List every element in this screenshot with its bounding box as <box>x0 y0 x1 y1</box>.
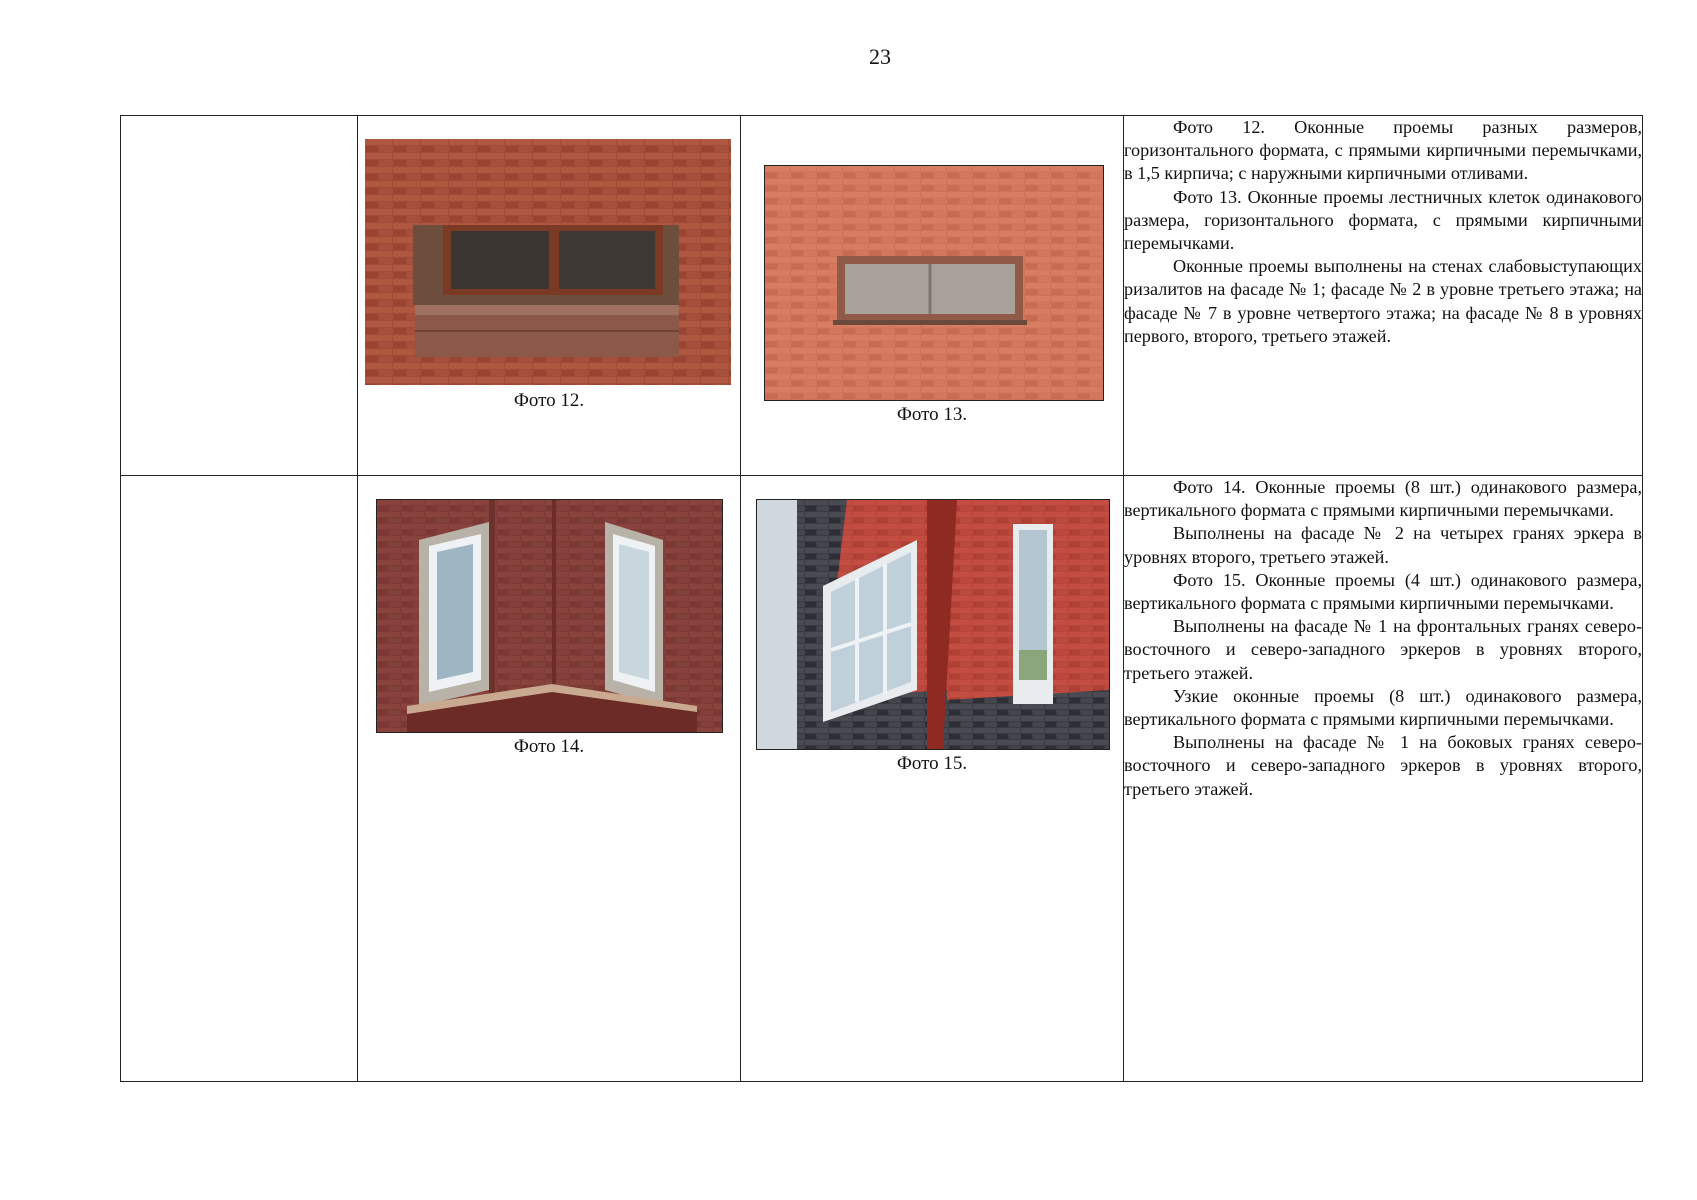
bay-window-openings-photo <box>376 499 723 733</box>
empty-cell <box>121 116 358 476</box>
facade-description-table <box>120 115 1643 1082</box>
description-cell <box>1124 116 1643 476</box>
photo-caption: Фото 14. <box>513 736 585 757</box>
corner-bay-windows-photo <box>756 499 1110 750</box>
description-paragraph: Фото 12. Оконные проемы разных размеров, горизонтального формата, с прямыми кирпичными перемычками, в 1,5 кирпича; с наружными кирпичными отливами. <box>1124 117 1642 184</box>
description-paragraph: Фото 14. Оконные проемы (8 шт.) одинакового размера, вертикального формата с прямыми кирпичными перемычками. <box>1124 477 1642 521</box>
table-row <box>121 116 1643 476</box>
description-paragraph: Оконные проемы выполнены на стенах слабовыступающих ризалитов на фасаде № 1; фасаде № 2 в уровне третьего этажа; на фасаде № 7 в уровне четвертого этажа; на фасаде № 8 в уровнях первого, второго, третьего этажей. <box>1124 256 1642 346</box>
photo-cell-12 <box>358 116 741 476</box>
table-row <box>121 476 1643 1082</box>
description-paragraph: Выполнены на фасаде № 1 на боковых гранях северо-восточного и северо-западного эркеров в уровнях второго, третьего этажей. <box>1124 732 1642 799</box>
window-opening-with-brick-sill-photo <box>365 139 731 385</box>
photo-caption: Фото 13. <box>896 404 968 425</box>
photo-cell-14 <box>358 476 741 1082</box>
photo-cell-15 <box>741 476 1124 1082</box>
description-cell <box>1124 476 1643 1082</box>
photo-caption: Фото 15. <box>896 753 968 774</box>
staircase-window-opening-photo <box>764 165 1104 401</box>
empty-cell <box>121 476 358 1082</box>
description-paragraph: Фото 15. Оконные проемы (4 шт.) одинакового размера, вертикального формата с прямыми кирпичными перемычками. <box>1124 569 1642 614</box>
description-paragraph: Фото 13. Оконные проемы лестничных клеток одинакового размера, горизонтального формата, с прямыми кирпичными перемычками. <box>1124 186 1642 254</box>
description-paragraph: Выполнены на фасаде № 2 на четырех гранях эркера в уровнях второго, третьего этажей. <box>1124 523 1642 567</box>
photo-cell-13 <box>741 116 1124 476</box>
description-paragraph: Узкие оконные проемы (8 шт.) одинакового размера, вертикального формата с прямыми кирпичными перемычками. <box>1124 685 1642 730</box>
photo-caption: Фото 12. <box>513 390 585 411</box>
description-paragraph: Выполнены на фасаде № 1 на фронтальных гранях северо-восточного и северо-западного эркеров в уровнях второго, третьего этажей. <box>1124 616 1642 683</box>
page-number: 23 <box>869 44 891 69</box>
